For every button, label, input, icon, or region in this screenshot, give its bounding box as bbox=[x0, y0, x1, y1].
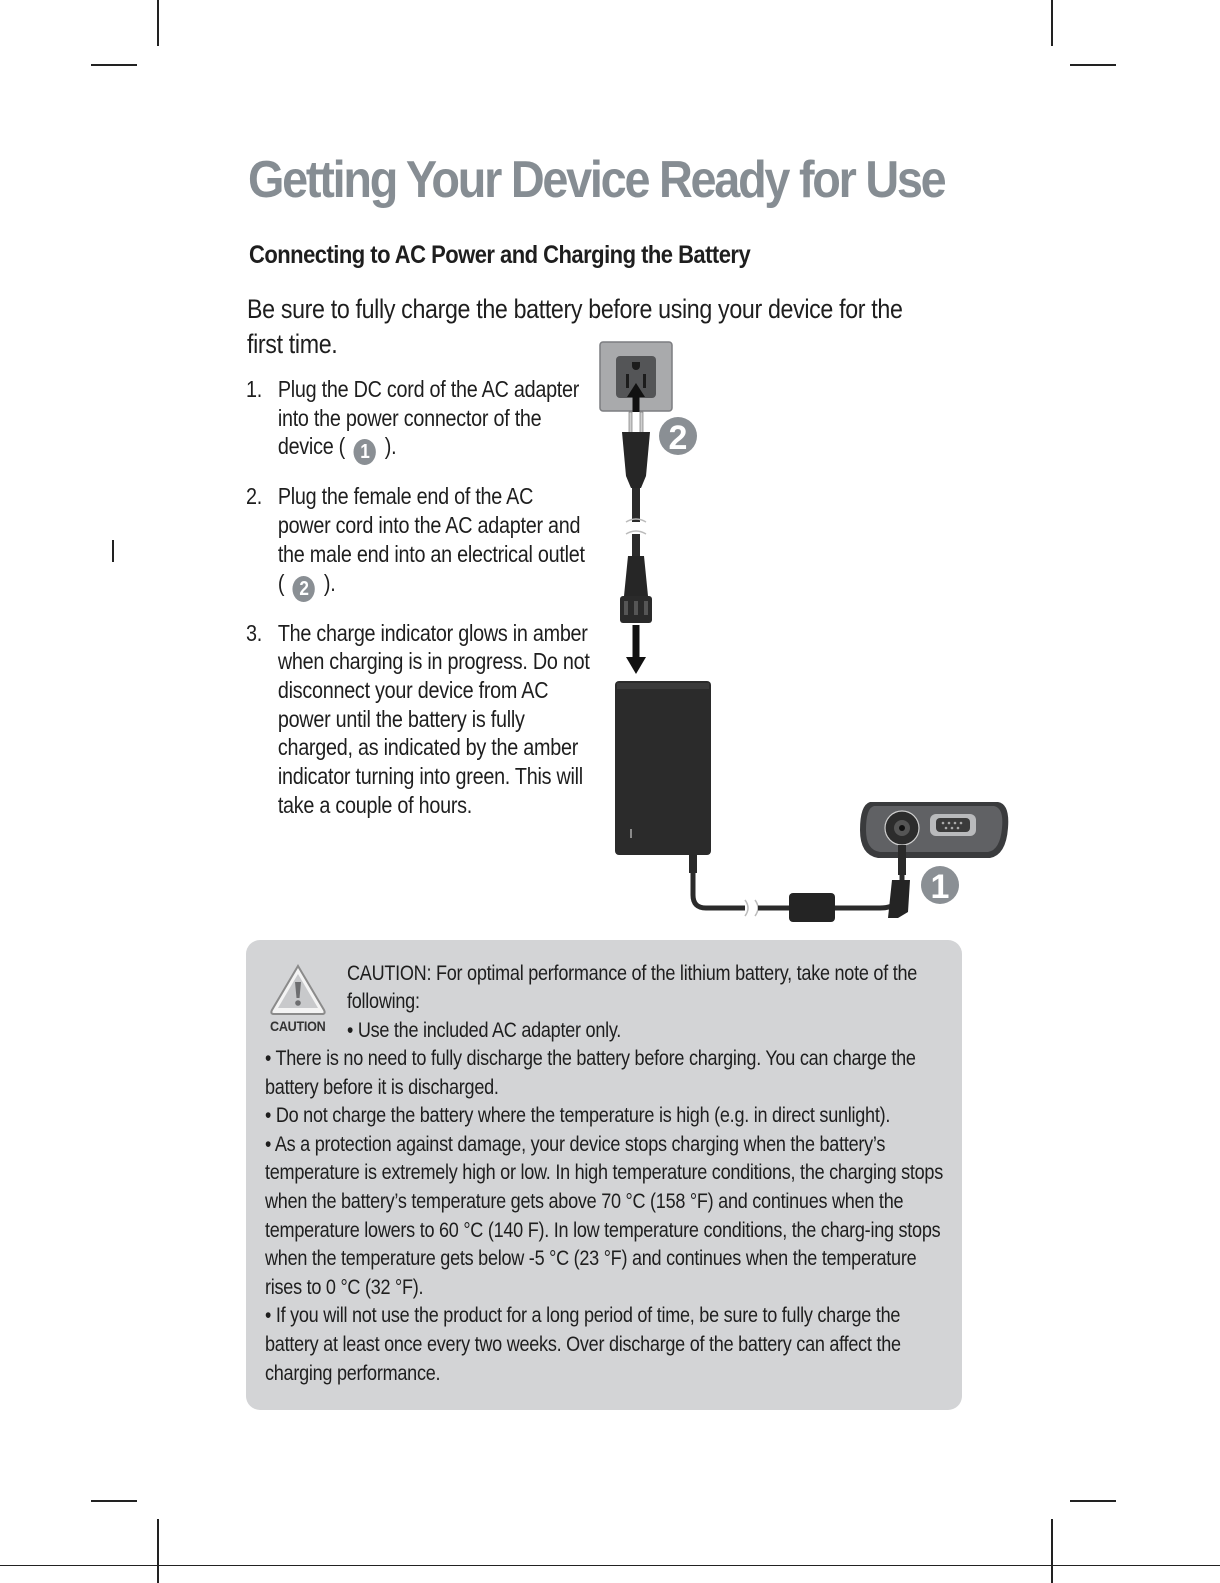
caution-intro-line: • Use the included AC adapter only. bbox=[347, 1018, 622, 1042]
step-number: 1. bbox=[246, 376, 262, 402]
crop-mark bbox=[1070, 1500, 1116, 1502]
step-text: The charge indicator glows in amber when charging is in progress. Do not disconnect your device from AC power until the battery is fully charged, as indicated by the amber indicator turning into green. This will take a couple of hours. bbox=[277, 619, 590, 818]
device bbox=[860, 802, 1008, 858]
crop-mark bbox=[1051, 1519, 1053, 1583]
step-text-end: ). bbox=[379, 433, 397, 460]
ac-adapter bbox=[615, 681, 711, 855]
arrow-down-icon bbox=[626, 625, 646, 674]
step-item bbox=[246, 619, 590, 820]
callout-badge-2: 2 bbox=[293, 576, 315, 602]
step-item bbox=[246, 375, 590, 465]
caution-intro bbox=[347, 960, 932, 1045]
caution-bullets bbox=[265, 1045, 944, 1388]
charging-illustration bbox=[590, 335, 1020, 935]
page-title: Getting Your Device Ready for Use bbox=[248, 151, 945, 209]
step-number: 3. bbox=[246, 619, 262, 646]
step-text-end: ). bbox=[318, 569, 336, 596]
steps-list bbox=[246, 375, 590, 836]
caution-bullet: • If you will not use the product for a long period of time, be sure to fully charge the battery at least once every two weeks. Over discharge of the battery can affect the charging performance. bbox=[265, 1304, 901, 1385]
intro-paragraph: Be sure to fully charge the battery before using your device for the first time. bbox=[247, 294, 903, 359]
callout-badge-1: 1 bbox=[354, 439, 376, 465]
crop-mark bbox=[1070, 64, 1116, 66]
step-item bbox=[246, 482, 590, 601]
crop-mark bbox=[112, 540, 114, 562]
caution-intro-line: CAUTION: For optimal performance of the lithium battery, take note of the bbox=[347, 962, 918, 985]
step-text: Plug the female end of the AC power cord into the AC adapter and the male end into an electrical outlet ( bbox=[277, 483, 585, 596]
caution-bullet: • Do not charge the battery where the temperature is high (e.g. in direct sunlight). bbox=[265, 1104, 891, 1128]
crop-mark bbox=[91, 1500, 137, 1502]
crop-mark bbox=[1051, 0, 1053, 46]
crop-mark bbox=[157, 1519, 159, 1583]
step-number: 2. bbox=[246, 483, 262, 510]
caution-bullet: • There is no need to fully discharge the battery before charging. You can charge the battery before it is discharged. bbox=[265, 1047, 916, 1099]
callout-2-number: 2 bbox=[668, 419, 688, 457]
crop-mark bbox=[91, 64, 137, 66]
callout-1-number: 1 bbox=[930, 868, 950, 906]
callout-2 bbox=[659, 417, 697, 457]
step-text: Plug the DC cord of the AC adapter into the power connector of the device ( bbox=[277, 376, 580, 460]
caution-bullet: • As a protection against damage, your device stops charging when the battery’s temperature is extremely high or low. In high temperature conditions, the charging stops when the battery’s temperature gets above 70 °C (158 °F) and continues when the temperature lowers to 60 °C (140 F). In low temperature conditions, the charg-ing stops when the temperature gets below -5 °C (23 °F) and continues when the temperature rises to 0 °C (32 °F). bbox=[265, 1132, 944, 1299]
crop-mark bbox=[0, 1565, 1220, 1566]
caution-intro-line: following: bbox=[347, 990, 420, 1014]
section-heading: Connecting to AC Power and Charging the Battery bbox=[249, 241, 751, 269]
crop-mark bbox=[157, 0, 159, 46]
callout-1 bbox=[921, 866, 959, 906]
caution-icon-label: CAUTION bbox=[270, 1018, 326, 1034]
